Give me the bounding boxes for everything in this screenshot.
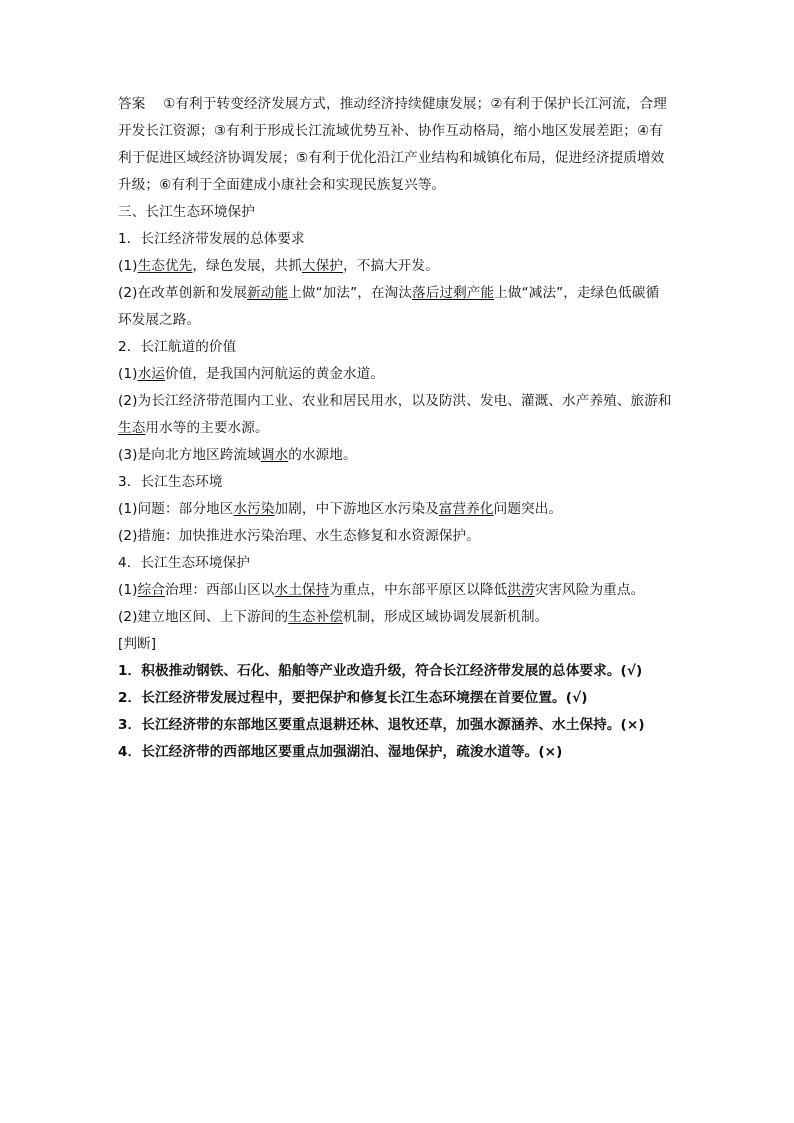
text: (1) bbox=[118, 582, 138, 598]
answer-line-4: 升级；⑥有利于全面建成小康社会和实现民族复兴等。 bbox=[118, 177, 446, 193]
heading-1: 1．长江经济带发展的总体要求 bbox=[118, 231, 305, 247]
answer-label: 答案 bbox=[118, 96, 146, 112]
paragraph-3-1 bbox=[118, 499, 562, 519]
text: 加剧，中下游地区水污染及 bbox=[274, 501, 439, 517]
heading-3: 3．长江生态环境 bbox=[118, 474, 223, 490]
paragraph-1-1 bbox=[118, 256, 439, 276]
underlined-term: 新动能 bbox=[247, 285, 289, 301]
underlined-term: 富营养化 bbox=[438, 501, 494, 517]
text: 治理：西部山区以 bbox=[164, 582, 275, 598]
text: 问题突出。 bbox=[493, 501, 563, 517]
text: (2)在改革创新和发展 bbox=[118, 285, 248, 301]
paragraph-4-1 bbox=[118, 580, 644, 600]
text: ，绿色发展，共抓 bbox=[192, 258, 302, 274]
text: 灾害风险为重点。 bbox=[534, 582, 645, 598]
text: (1) bbox=[118, 258, 138, 274]
paragraph-3-2: (2)措施：加快推进水污染治理、水生态修复和水资源保护。 bbox=[118, 528, 480, 544]
answer-line-2: 开发长江资源；③有利于形成长江流域优势互补、协作互动格局，缩小地区发展差距；④有 bbox=[118, 123, 663, 139]
paragraph-1-2 bbox=[118, 283, 659, 303]
heading-2: 2．长江航道的价值 bbox=[118, 339, 237, 355]
answer-text: ①有利于转变经济发展方式，推动经济持续健康发展；②有利于保护长江河流，合理 bbox=[163, 96, 667, 112]
answer-line-3: 利于促进区域经济协调发展；⑤有利于优化沿江产业结构和城镇化布局，促进经济提质增效 bbox=[118, 150, 665, 166]
underlined-term: 生态补偿 bbox=[288, 609, 343, 625]
underlined-term: 综合 bbox=[137, 582, 165, 598]
text: (3)是向北方地区跨流域 bbox=[118, 447, 261, 463]
text: 价值，是我国内河航运的黄金水道。 bbox=[164, 366, 385, 382]
text: (1) bbox=[118, 366, 138, 382]
paragraph-2-3 bbox=[118, 445, 357, 465]
judge-heading: [判断] bbox=[118, 636, 157, 652]
underlined-term: 调水 bbox=[260, 447, 289, 463]
judge-item: 3．长江经济带的东部地区要重点退耕还林、退牧还草，加强水源涵养、水土保持。(×) bbox=[118, 717, 645, 733]
underlined-term: 落后过剩产能 bbox=[412, 285, 495, 301]
text: 用水等的主要水源。 bbox=[145, 420, 269, 436]
heading-4: 4．长江生态环境保护 bbox=[118, 555, 250, 571]
underlined-term: 大保护 bbox=[301, 258, 343, 274]
judge-item: 4．长江经济带的西部地区要重点加强湖泊、湿地保护，疏浚水道等。(×) bbox=[118, 744, 563, 760]
underlined-term: 水运 bbox=[137, 366, 165, 382]
text: 上做“加法”，在淘汰 bbox=[288, 285, 413, 301]
judge-item: 2．长江经济带发展过程中，要把保护和修复长江生态环境摆在首要位置。(√) bbox=[118, 690, 588, 706]
text: 的水源地。 bbox=[288, 447, 357, 463]
underlined-term: 洪涝 bbox=[507, 582, 535, 598]
paragraph-2-2: (2)为长江经济带范围内工业、农业和居民用水，以及防洪、发电、灌溉、水产养殖、旅游和 bbox=[118, 393, 672, 409]
paragraph-2-1 bbox=[118, 364, 384, 384]
paragraph-1-2-cont: 环发展之路。 bbox=[118, 312, 201, 328]
paragraph-4-2 bbox=[118, 607, 548, 627]
answer-line-1 bbox=[118, 94, 667, 114]
text: (2)建立地区间、上下游间的 bbox=[118, 609, 289, 625]
underlined-term: 水土保持 bbox=[274, 582, 330, 598]
text: ，不搞大开发。 bbox=[343, 258, 439, 274]
text: (1)问题：部分地区 bbox=[118, 501, 234, 517]
text: 上做“减法”，走绿色低碳循 bbox=[494, 285, 660, 301]
text: 为重点，中东部平原区以降低 bbox=[329, 582, 508, 598]
section-title: 三、长江生态环境保护 bbox=[118, 204, 255, 220]
underlined-term: 生态 bbox=[118, 420, 146, 436]
text: 机制，形成区域协调发展新机制。 bbox=[342, 609, 549, 625]
underlined-term: 生态优先 bbox=[137, 258, 193, 274]
paragraph-2-2-cont bbox=[118, 418, 269, 438]
underlined-term: 水污染 bbox=[233, 501, 275, 517]
judge-item: 1．积极推动钢铁、石化、船舶等产业改造升级，符合长江经济带发展的总体要求。(√) bbox=[118, 663, 643, 679]
